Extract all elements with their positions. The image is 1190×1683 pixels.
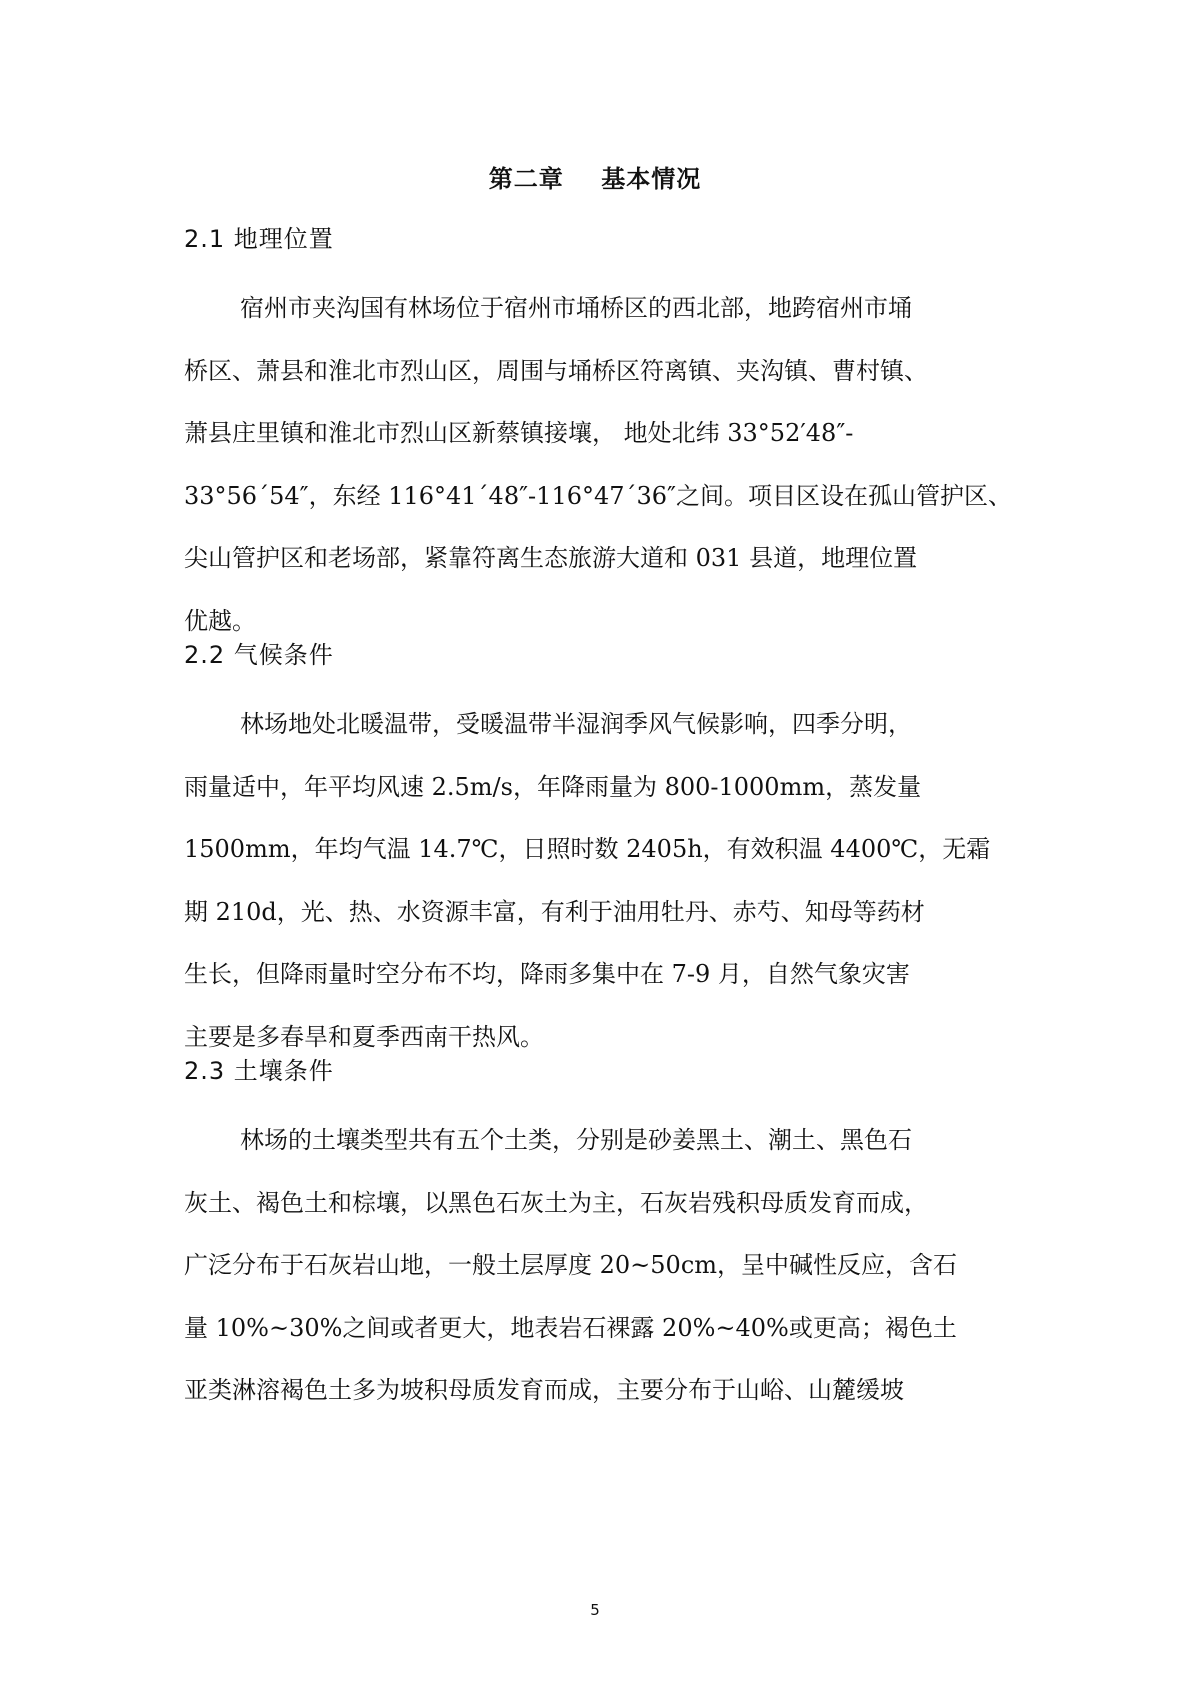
- paragraph-line: 萧县庄里镇和淮北市烈山区新蔡镇接壤， 地处北纬 33°52′48″-: [184, 419, 854, 448]
- section-body-geography: [184, 277, 1018, 653]
- paragraph-line: 主要是多春旱和夏季西南干热风。: [184, 1022, 544, 1051]
- paragraph-line: 雨量适中，年平均风速 2.5m/s，年降雨量为 800-1000mm，蒸发量: [184, 772, 922, 801]
- chapter-title: 第二章 基本情况: [488, 165, 702, 193]
- paragraph-line: 生长，但降雨量时空分布不均，降雨多集中在 7-9 月，自然气象灾害: [184, 960, 910, 989]
- paragraph-line: 期 210d，光、热、水资源丰富，有利于油用牡丹、赤芍、知母等药材: [184, 897, 925, 926]
- paragraph-line: 灰土、褐色土和棕壤，以黑色石灰土为主，石灰岩残积母质发育而成，: [184, 1188, 928, 1217]
- page-number: 5: [590, 1601, 600, 1619]
- section-body-climate: [184, 693, 1018, 1069]
- paragraph-line: 广泛分布于石灰岩山地，一般土层厚度 20~50cm，呈中碱性反应，含石: [184, 1251, 958, 1280]
- paragraph-line: 宿州市夹沟国有林场位于宿州市埇桥区的西北部，地跨宿州市埇: [240, 294, 912, 322]
- paragraph-line: 林场的土壤类型共有五个土类，分别是砂姜黑土、潮土、黑色石: [240, 1126, 912, 1154]
- paragraph-line: 优越。: [184, 606, 256, 635]
- paragraph-line: 林场地处北暖温带，受暖温带半湿润季风气候影响，四季分明，: [240, 710, 912, 738]
- section-heading-geography: 2.1 地理位置: [184, 225, 334, 253]
- paragraph-line: 量 10%~30%之间或者更大，地表岩石裸露 20%~40%或更高；褐色土: [184, 1313, 957, 1342]
- section-body-soil: [184, 1109, 1018, 1422]
- paragraph-line: 亚类淋溶褐色土多为坡积母质发育而成，主要分布于山峪、山麓缓坡: [184, 1376, 904, 1405]
- paragraph-line: 1500mm，年均气温 14.7℃，日照时数 2405h，有效积温 4400℃，无霜: [184, 835, 991, 864]
- paragraph-line: 桥区、萧县和淮北市烈山区，周围与埇桥区符离镇、夹沟镇、曹村镇、: [184, 356, 928, 385]
- section-heading-climate: 2.2 气候条件: [184, 641, 334, 669]
- paragraph-line: 尖山管护区和老场部，紧靠符离生态旅游大道和 031 县道，地理位置: [184, 544, 918, 573]
- paragraph-line: 33°56´54″，东经 116°41´48″-116°47´36″之间。项目区设在孤山管护区、: [184, 481, 1013, 510]
- section-heading-soil: 2.3 土壤条件: [184, 1057, 334, 1085]
